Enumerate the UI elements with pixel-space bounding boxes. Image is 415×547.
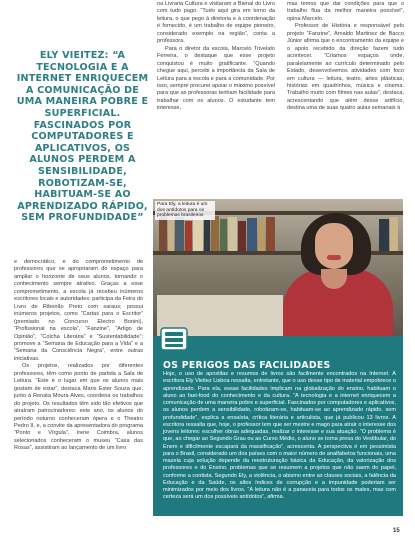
paragraph: Hoje, o uso de apostilas e resumos de livros são facilmente encontrados na Internet. A escritora Ely Vieitez Lisboa ressalta, entretanto, que o uso desse tipo de material empobrece o aprendizado. Para ela, essas facilidades implicam na globalização do ensino, habituam o aluno ao fast-food do conhecimento e da cultura. “A tecnologia e a internet enriquecem a comunicação de uma maneira pobre e superficial. Fascinados por computadores e aplicativos, os alunos perdem a sensibilidade, robotizam-se, habituam-se ao aprendizado rápido, sem profundidade”, explica a ensaísta, crítica literária e articulista, que já publicou 13 livros. A escritora ressalta que, hoje, o professor tem que ser mestre e mago para atrair o interesse dos jovens leitores: escolher obras adequadas, realizar o interesse e sua atuação. “O problema é que, ao chegar ao Segundo Grau ou ao Curso Médio, o aluno se torna presa do Vestibular, do Enem e dificilmente escapará da massificação”, acrescenta. A perspectiva é em pessimista para o Brasil, considerado um dos países com o maior número de analfabetos funcionais, uma mazela cuja solução depende da reestruturação básica da Educação, da valorização dos professores e do Ensino. problemas que se resumem a projetos que não saem do papel, conforme a contista. Segundo Ely, a violência, o abismo entre as classes sociais, a falência da Educação e da Saúde, os altos índices de corrupção e a impunidade poderiam ser minimizados por meio dos livros. “A leitura não é a panaceia para todos os males, mas com certeza será um dos possíveis antídotos”, afirma. [163, 371, 396, 501]
pull-quote: ELY VIEITEZ: “A TECNOLOGIA E A INTERNET ENRIQUECEM A COMUNICAÇÃO DE UMA MANEIRA POBRE E SUPERFICIAL. FASCINADOS POR COMPUTADORES E APLICATIVOS, OS ALUNOS PERDEM A SENSIBILIDADE, ROBOTIZAM-SE, HABITUAM-SE AO APRENDIZADO RÁPIDO, SEM PROFUNDIDADE” [16, 50, 149, 224]
box-text [163, 371, 396, 502]
paragraph: Para o diretor da escola, Marcelo Trivelato Ferreira, o destaque que esse projeto conquistou é muito gratificante. “Quando chegue aqui, percebi a importância da Sala de Leitura para a escola e para a comunidade. Por isso, sempre procurei apoiar o máximo possível para que as professoras tenham facilidade para trabalhar com os alunos. O estudante tem interesse, [157, 45, 275, 112]
article-column-left [14, 259, 143, 453]
book-spine [390, 217, 398, 251]
book-spine [211, 216, 219, 251]
book-spine [238, 221, 246, 251]
paragraph: e democrático, e do comprometimento de professores que se apropriaram do espaço para ampliar o horizonte de seus alunos, tornando o conhecimento sempre atrativo. Graças a esse comprometimento, a escola já recebeu inúmeros escritores locais e autoridades; participa da Feira do Livro de Ribeirão Preto com saraus; possui inúmeros projetos, como “Cartas para o Escritor” (premiado no Concurso Electro Bonini), “Profissional na escola”, “Fanzine”, “Artigo de Opinião”, “Colcha Literária” e “Sustentabilidade”; promove a “Semana de Educação para a Vida” e a “Semana da Consciência Negra”, entre outras iniciativas. [14, 259, 143, 362]
book-spine [228, 217, 237, 251]
book-spine [379, 219, 389, 251]
article-column-middle [157, 1, 275, 113]
woman-face [315, 223, 353, 269]
photo-caption: Para Ely, a leitura é um dos antídotos para os problemas brasileiros [155, 201, 215, 220]
paragraph: na Livraria Cultura e visitaram a Bienal do Livro com tudo pago. “Tudo aqui gira em torno da leitura, o que pego à diretoria e à coordenação é fornecido, é um trabalho de equipe pioneiro, considerado exemplo na região”, conta a professora. [157, 1, 275, 45]
paragraph: Os projetos, realizados por diferentes professores, têm como ponto de partida a Sala de Leitura. “Este é o lugar em que os alunos mais gostam de estar”, destaca Maris Ester Souza que, junto à Renata Moura Alves, coordena os trabalhos do projeto. Os resultados têm sido tão efetivos que atraíram patrocinadores: este ano, os alunos do período noturno conheceram ópera e o Theatro Pedro II, e, a convite da apresentadora do programa “Ponto e Vírgula”, Irene Coimbra, alunos selecionados conheceram o museu “Casa das Rosas”, assistiram ao lançamento de um livro [14, 363, 143, 452]
books-icon [159, 324, 189, 354]
book-spine [168, 219, 174, 251]
sidebar-box [153, 336, 403, 516]
book-spine [266, 217, 275, 251]
article-column-right [287, 1, 404, 113]
woman-lips [327, 255, 341, 260]
book-spine [159, 215, 167, 251]
book-spine [220, 219, 227, 251]
book-spine [258, 220, 265, 251]
paragraph: Professor de História e responsável pelo projeto “Fanzine”, Arnaldo Martinez de Bacco Júnior afirma que o encontramento da equipe e o apoio recebido da direção fazem tudo acontecer. “Criamos espaços onde, paralelamente ao currículo determinado pelo Estado, desenvolvemos atividades com foco em cultura — leitura, teatro, artes plásticas, histórias em quadrinhos, música e cinema. Trabalho muito com filmes nas aulas”, destaca, acrescentando que além desse artifício, destina uma de suas quatro aulas semanais à [287, 23, 404, 112]
portrait-photo [153, 199, 403, 336]
page-number: 15 [393, 528, 400, 534]
box-title: OS PERIGOS DAS FACILIDADES [163, 360, 331, 371]
book-spine [204, 220, 210, 251]
paragraph: mas temos que dar condições para que o trabalho flua da melhor maneira possível”, opina Marcelo. [287, 1, 404, 22]
book-spine [175, 217, 184, 251]
book-spine [193, 218, 203, 251]
book-spine [247, 218, 257, 251]
book-spine [185, 221, 192, 251]
